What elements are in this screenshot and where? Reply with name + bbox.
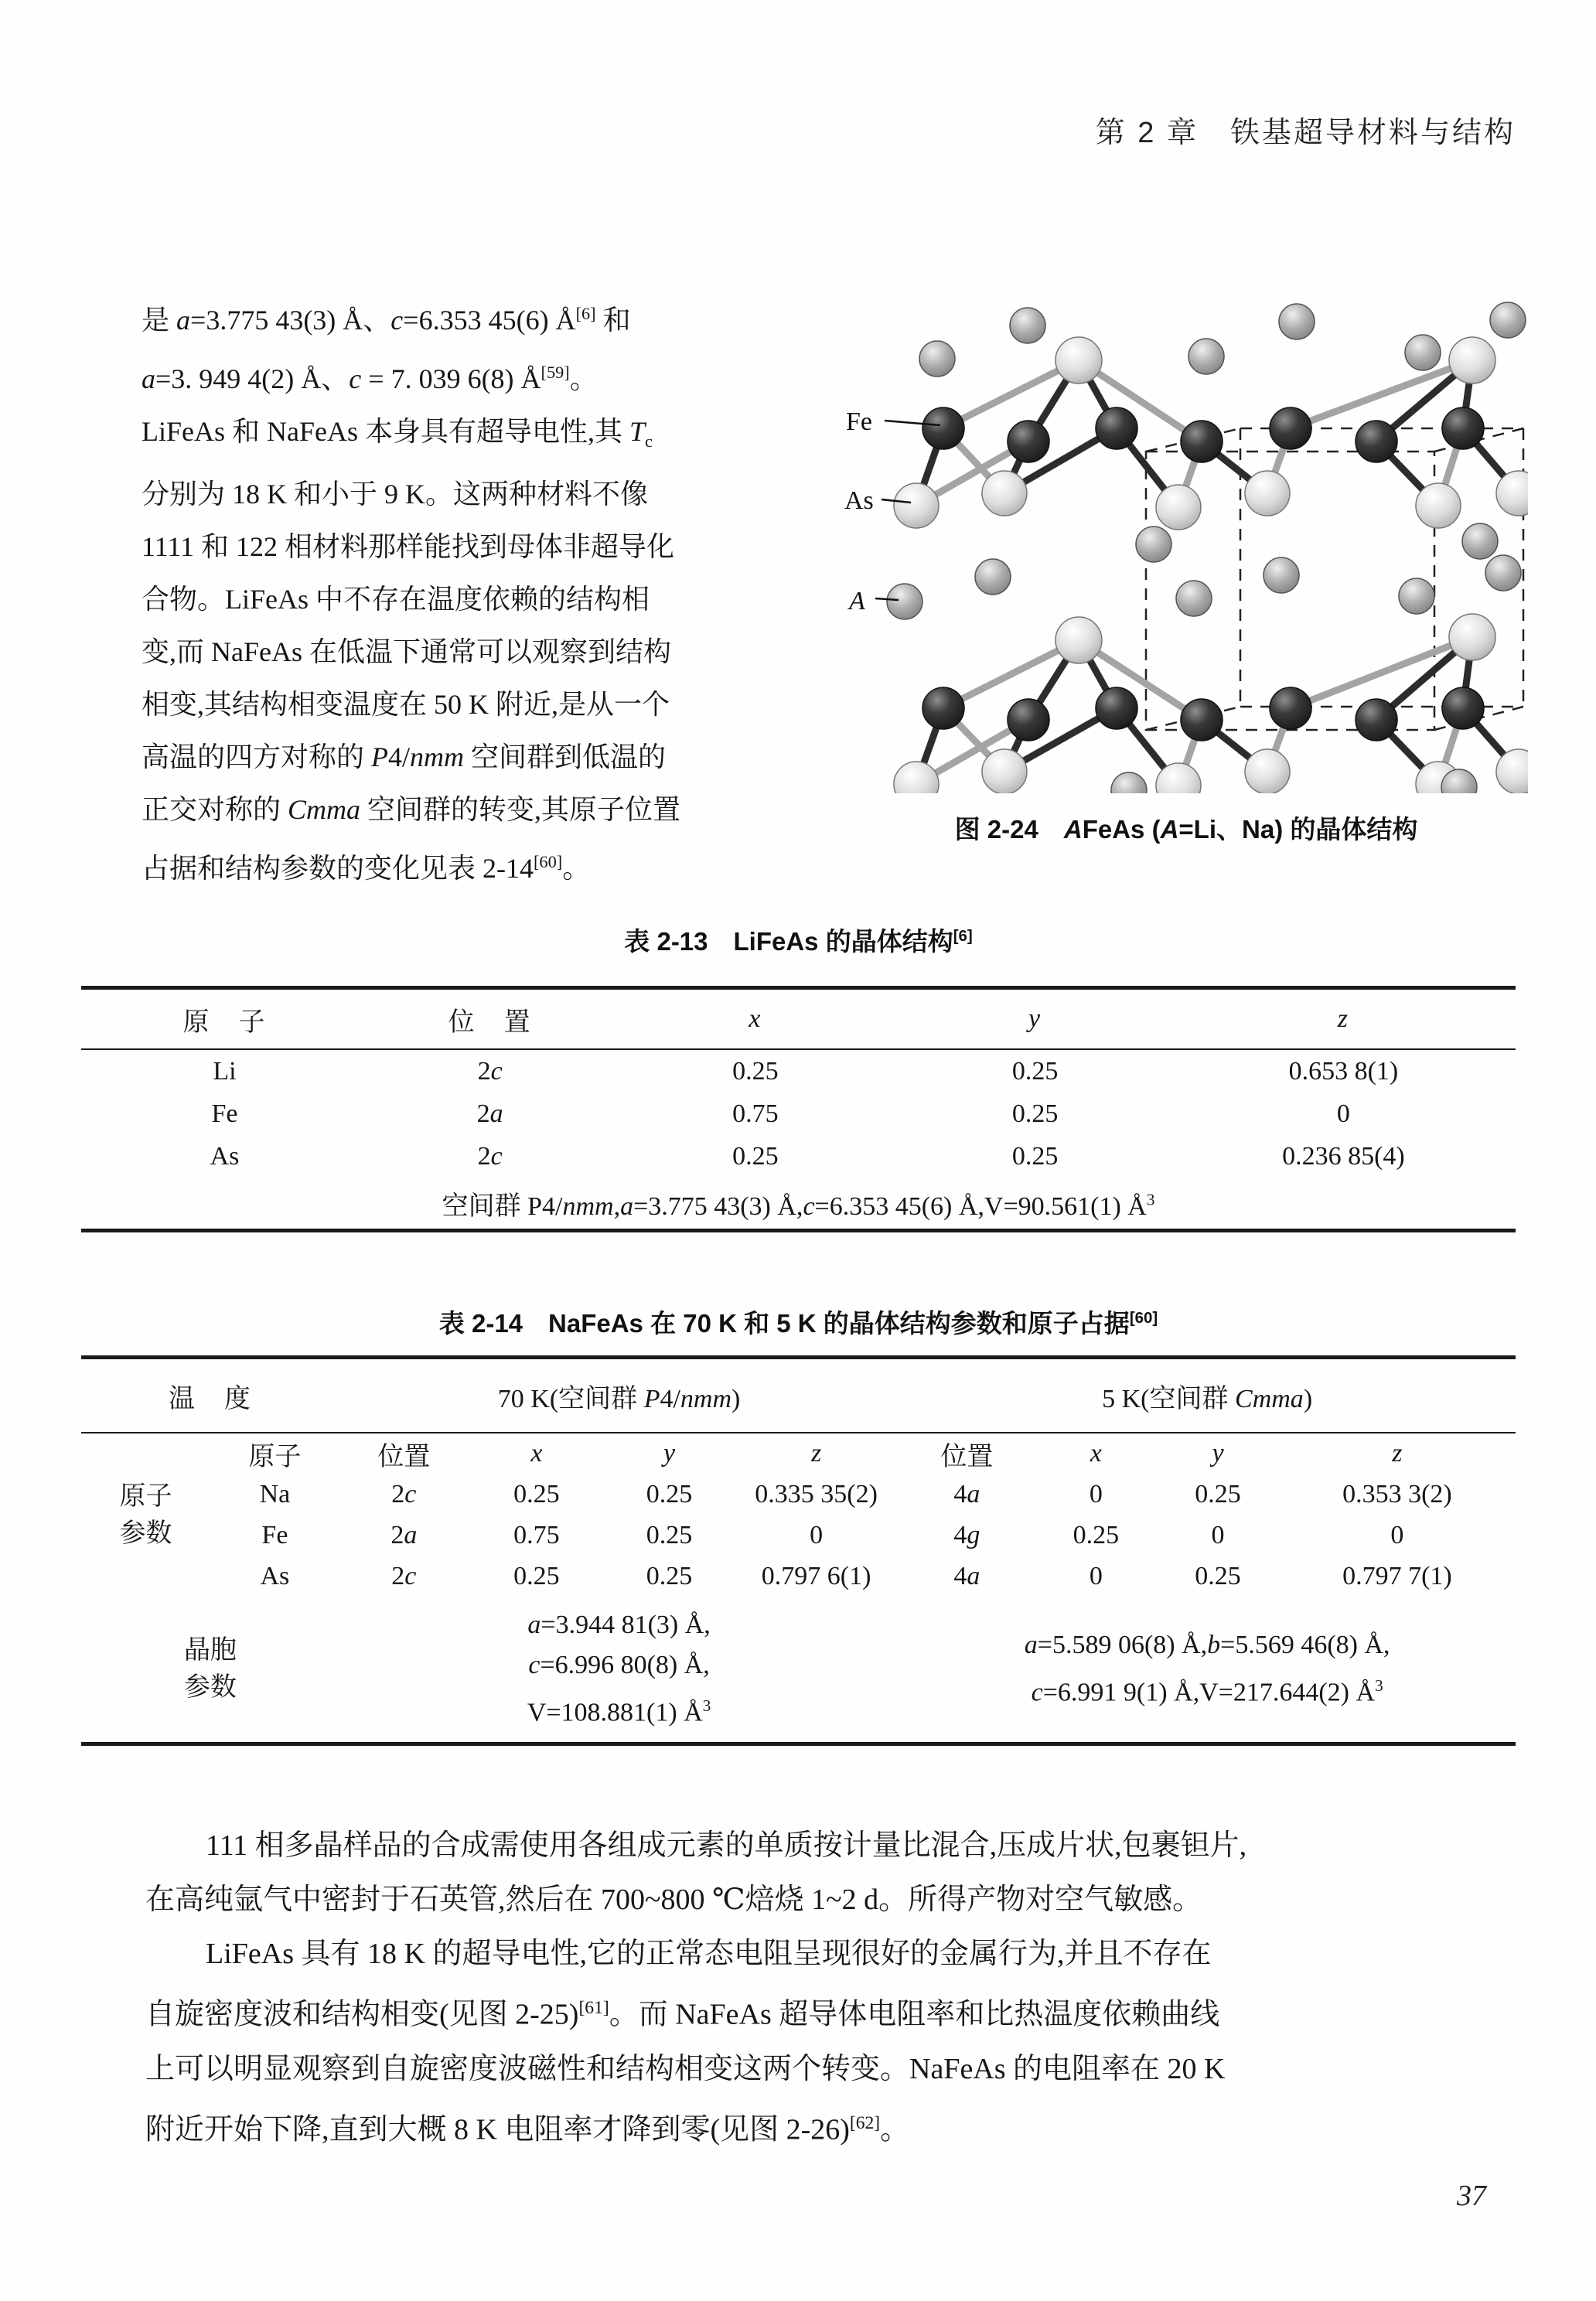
- text-line: 变,而 NaFeAs 在低温下通常可以观察到结构: [142, 636, 671, 668]
- table-cell: Na: [259, 1479, 291, 1508]
- page-number: 37: [1457, 2180, 1486, 2212]
- table-cell: 0.25: [1195, 1479, 1241, 1508]
- body-paragraphs: [145, 1819, 1514, 2156]
- table-cell: 0.353 3(2): [1342, 1479, 1452, 1508]
- cell-params-5k: a=5.589 06(8) Å,b=5.569 46(8) Å, c=6.991 9(1) Å,V=217.644(2) $Å^3$: [1024, 1631, 1390, 1707]
- col-header-x: x: [612, 988, 899, 1050]
- table-2-14: [81, 1304, 1516, 1746]
- text-line: 111 相多晶样品的合成需使用各组成元素的单质按计量比混合,压成片状,包裹钽片,: [206, 1829, 1247, 1862]
- subheader-x: x: [530, 1439, 543, 1468]
- text-line: LiFeAs 具有 18 K 的超导电性,它的正常态电阻呈现很好的金属行为,并且不存在: [206, 1938, 1212, 1970]
- table-cell: 0: [810, 1520, 824, 1549]
- table-cell: As: [210, 1141, 240, 1171]
- table-row: [81, 1093, 1516, 1135]
- subheader-site: 位置: [377, 1442, 431, 1471]
- table-cell: 0.25: [732, 1141, 779, 1171]
- table-2-13-title: 表 2-13 LiFeAs 的晶体结构[6]: [624, 927, 973, 956]
- table-cell: 0.236 85(4): [1282, 1141, 1405, 1171]
- space-group-note: 空间群 P4/nmm,a=3.775 43(3) Å,c=6.353 45(6) Å,V=90.561(1) $Å^3$: [442, 1190, 1155, 1221]
- text-line: 1111 和 122 相材料那样能找到母体非超导化: [142, 531, 674, 563]
- text-line: 高温的四方对称的 P4/nmm 空间群到低温的: [142, 741, 667, 773]
- table-cell: 0.25: [1011, 1056, 1059, 1086]
- table-cell: 0: [1390, 1520, 1404, 1549]
- table-cell: 0.25: [732, 1056, 779, 1086]
- table-cell: 0.25: [1011, 1099, 1059, 1128]
- subheader-z: z: [811, 1439, 822, 1468]
- a-label: A: [849, 587, 865, 615]
- text-line: 附近开始下降,直到大概 8 K 电阻率才降到零(见图 2-26)[62]。: [145, 2112, 910, 2146]
- table-cell: 0: [1211, 1520, 1225, 1549]
- table-cell: Li: [213, 1056, 237, 1086]
- table-row: [81, 1556, 1516, 1597]
- table-row: [81, 1515, 1516, 1556]
- table-cell: 0.653 8(1): [1288, 1056, 1399, 1086]
- table-cell: 4a: [953, 1561, 980, 1590]
- running-header: 第 2 章 铁基超导材料与结构: [1095, 117, 1516, 149]
- subheader-y: y: [1212, 1439, 1224, 1468]
- row-group-cell-params: 晶胞 参数: [183, 1636, 237, 1702]
- text-line: 是 a=3.775 43(3) Å、c=6.353 45(6) Å[6] 和: [142, 304, 631, 336]
- table-cell: 2a: [390, 1520, 418, 1549]
- table-cell: 0: [1089, 1479, 1103, 1508]
- col-header-atom: 原 子: [81, 988, 368, 1050]
- col-header-y: y: [899, 988, 1171, 1050]
- subheader-z: z: [1392, 1439, 1403, 1468]
- col-header-70k: 70 K(空间群 P4/nmm): [339, 1358, 899, 1433]
- table-row: [81, 1135, 1516, 1178]
- figure-caption: 图 2-24 AFeAs (A=Li、Na) 的晶体结构: [954, 815, 1418, 844]
- subheader-x: x: [1090, 1439, 1102, 1468]
- table-cell: 0.25: [513, 1561, 560, 1590]
- as-label: As: [844, 486, 874, 515]
- table-cell: 0.25: [646, 1520, 693, 1549]
- table-cell: 2c: [477, 1141, 503, 1171]
- table-footer-row: [81, 1178, 1516, 1231]
- text-line: 上可以明显观察到自旋密度波磁性和结构相变这两个转变。NaFeAs 的电阻率在 20 K: [145, 2052, 1226, 2085]
- table-cell: 4a: [953, 1479, 980, 1508]
- table-cell: 2c: [391, 1479, 417, 1508]
- table-cell: 2a: [476, 1099, 503, 1128]
- table-header-row: [81, 1358, 1516, 1433]
- table-cell: 0.797 7(1): [1342, 1561, 1452, 1590]
- subheader-y: y: [663, 1439, 676, 1468]
- table-cell: 0.25: [1195, 1561, 1241, 1590]
- table-cell: As: [260, 1561, 290, 1590]
- table-cell: 0.25: [1073, 1520, 1120, 1549]
- table-cell: 0: [1089, 1561, 1103, 1590]
- text-line: LiFeAs 和 NaFeAs 本身具有超导电性,其 $T_c$: [142, 416, 653, 452]
- table-cell: 2c: [391, 1561, 417, 1590]
- table-cell: 0.25: [646, 1479, 693, 1508]
- table-cell: 0.25: [646, 1561, 693, 1590]
- table-cell: 0: [1336, 1099, 1350, 1128]
- text-line: 自旋密度波和结构相变(见图 2-25)[61]。而 NaFeAs 超导体电阻率和比热温度依赖曲线: [145, 1998, 1220, 2031]
- table-cell: 0.25: [1011, 1141, 1059, 1171]
- text-line: 在高纯氩气中密封于石英管,然后在 700~800 ℃焙烧 1~2 d。所得产物对空气敏感。: [145, 1883, 1202, 1916]
- table-2-14-title: 表 2-14 NaFeAs 在 70 K 和 5 K 的晶体结构参数和原子占据[60]: [438, 1309, 1158, 1338]
- as-bottom-atoms-top: [894, 471, 1528, 530]
- text-line: 正交对称的 Cmma 空间群的转变,其原子位置: [142, 794, 681, 826]
- table-2-14-grid: [81, 1355, 1516, 1746]
- table-2-13: [81, 922, 1516, 1232]
- row-group-atom-params: 原子 参数: [119, 1481, 172, 1548]
- as-bottom-atoms-bottom: [894, 749, 1528, 793]
- table-header-row: [81, 988, 1516, 1050]
- table-cell: 0.797 6(1): [761, 1561, 871, 1590]
- cell-params-70k: a=3.944 81(3) Å, c=6.996 80(8) Å, V=108.881(1) $Å^3$: [527, 1611, 711, 1727]
- col-header-temperature: 温 度: [81, 1358, 339, 1433]
- table-subheader-row: [81, 1433, 1516, 1474]
- table-cell: 4g: [953, 1520, 980, 1549]
- text-line: a=3. 949 4(2) Å、c = 7. 039 6(8) Å[59]。: [142, 363, 598, 394]
- text-line: 分别为 18 K 和小于 9 K。这两种材料不像: [142, 479, 648, 510]
- table-row: [81, 1474, 1516, 1515]
- text-line: 占据和结构参数的变化见表 2-14[60]。: [142, 852, 591, 885]
- table-cell: Fe: [261, 1520, 288, 1549]
- col-header-z: z: [1171, 988, 1516, 1050]
- cell-parameters-row: [81, 1597, 1516, 1744]
- table-row: [81, 1049, 1516, 1093]
- table-2-13-grid: [81, 986, 1516, 1232]
- text-line: 合物。LiFeAs 中不存在温度依赖的结构相: [142, 584, 650, 615]
- table-cell: 0.25: [513, 1479, 560, 1508]
- col-header-5k: 5 K(空间群 Cmma): [899, 1358, 1516, 1433]
- table-cell: 0.75: [513, 1520, 560, 1549]
- intro-paragraph: [142, 288, 841, 895]
- table-cell: 0.335 35(2): [755, 1479, 878, 1508]
- a-atoms-middle: [887, 523, 1521, 619]
- text-line: 相变,其结构相变温度在 50 K 附近,是从一个: [142, 689, 670, 721]
- col-header-site: 位 置: [368, 988, 612, 1050]
- subheader-site: 位置: [940, 1442, 994, 1471]
- fe-label: Fe: [846, 407, 872, 436]
- a-atoms-top: [919, 302, 1526, 377]
- figure-2-24: [844, 283, 1528, 846]
- table-cell: 2c: [477, 1056, 503, 1086]
- subheader-atom: 原子: [248, 1442, 302, 1471]
- crystal-structure-figure: [844, 283, 1528, 793]
- table-cell: 0.75: [732, 1099, 779, 1128]
- table-cell: Fe: [211, 1099, 238, 1128]
